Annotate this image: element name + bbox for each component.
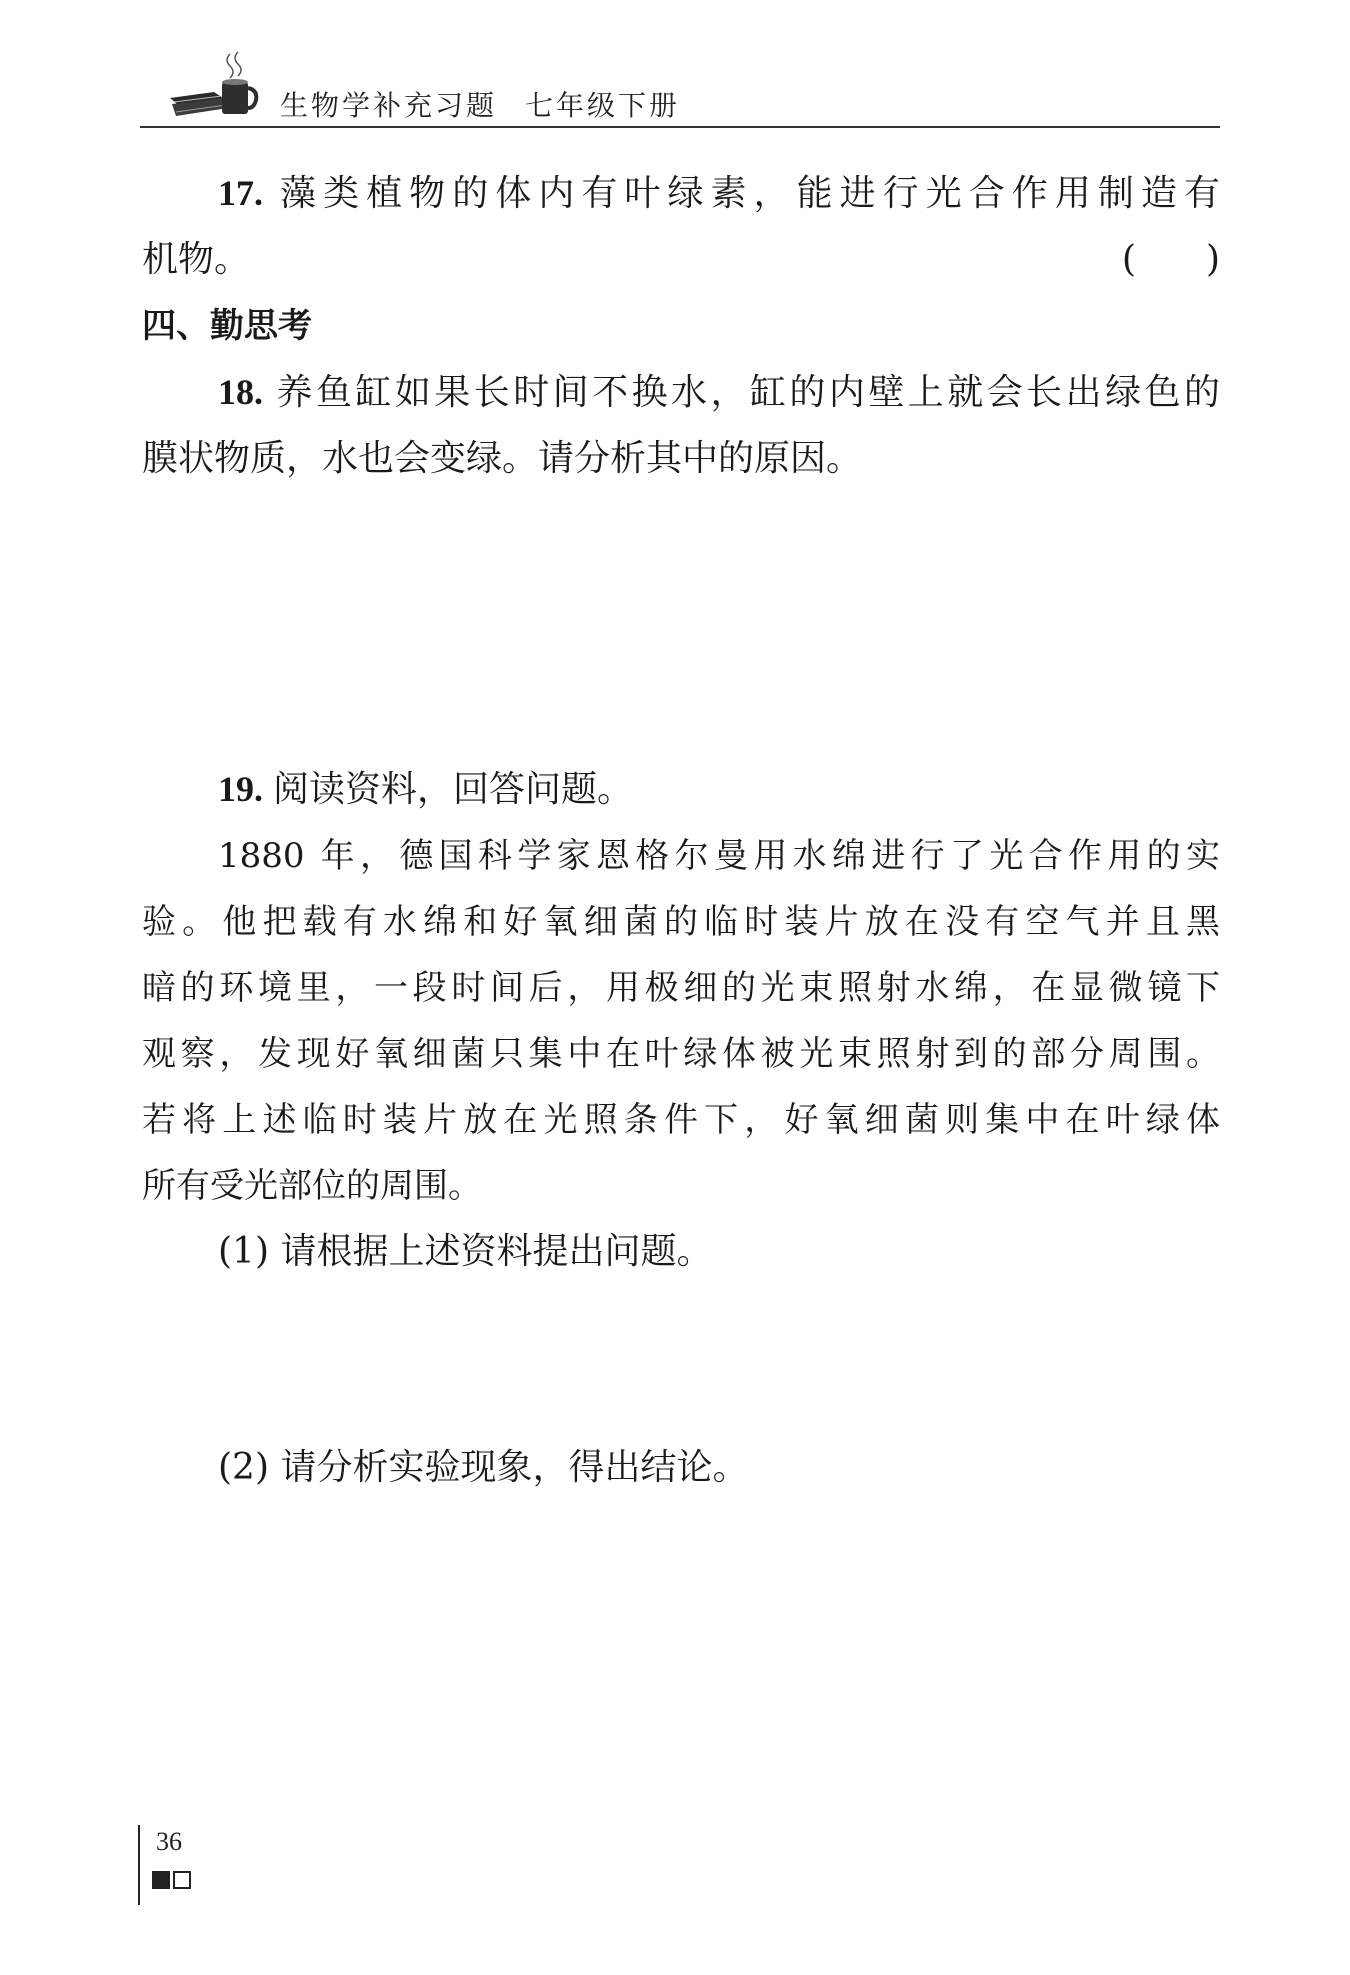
q19-sub1: (1) 请根据上述资料提出问题。 bbox=[218, 1231, 713, 1272]
page-footer bbox=[138, 1825, 258, 1905]
q19-prompt: 阅读资料，回答问题。 bbox=[273, 769, 634, 810]
q19-sub2: (2) 请分析实验现象，得出结论。 bbox=[218, 1447, 749, 1488]
passage-line: 观察，发现好氧细菌只集中在叶绿体被光束照射到的部分周围。 bbox=[142, 1034, 1220, 1074]
q17-text-line2: 机物。 bbox=[142, 239, 251, 280]
q17-line2 bbox=[142, 227, 1220, 293]
q18-text-line1: 养鱼缸如果长时间不换水，缸的内壁上就会长出绿色的 bbox=[273, 372, 1220, 413]
q18-line2: 膜状物质，水也会变绿。请分析其中的原因。 bbox=[142, 438, 863, 479]
q17-line1 bbox=[142, 160, 1220, 227]
page-number: 36 bbox=[156, 1827, 182, 1856]
passage-line: 暗的环境里，一段时间后，用极细的光束照射水绵，在显微镜下 bbox=[142, 968, 1220, 1008]
q17-text-line1: 藻类植物的体内有叶绿素，能进行光合作用制造有 bbox=[273, 173, 1220, 214]
q18-answer-space[interactable] bbox=[142, 492, 1220, 756]
q19-passage bbox=[142, 823, 1220, 1219]
section-heading: 四、勤思考 bbox=[142, 306, 312, 346]
q17-number: 17. bbox=[218, 173, 263, 213]
q19-number: 19. bbox=[218, 769, 263, 809]
footer-bar bbox=[138, 1825, 140, 1905]
passage-line: 若将上述临时装片放在光照条件下，好氧细菌则集中在叶绿体 bbox=[142, 1100, 1220, 1140]
filled-square-icon bbox=[152, 1871, 170, 1889]
empty-square-icon bbox=[173, 1871, 191, 1889]
q19-prompt-line bbox=[142, 756, 1220, 823]
q17-answer-blank[interactable] bbox=[1122, 227, 1220, 293]
header-title bbox=[280, 84, 680, 124]
answer-paren-left: ( bbox=[1121, 239, 1136, 280]
page-content bbox=[142, 160, 1220, 1701]
passage-line: 验。他把载有水绵和好氧细菌的临时装片放在没有空气并且黑 bbox=[142, 902, 1220, 942]
header-rule bbox=[140, 126, 1220, 128]
q18-line1 bbox=[142, 359, 1220, 426]
grade-label: 七年级下册 bbox=[525, 89, 681, 122]
page-header bbox=[140, 48, 1220, 128]
passage-line: 1880 年，德国科学家恩格尔曼用水绵进行了光合作用的实 bbox=[218, 836, 1220, 876]
q19-sub1-answer-space[interactable] bbox=[142, 1285, 1220, 1435]
book-title: 生物学补充习题 bbox=[280, 89, 498, 122]
books-and-mug-icon bbox=[164, 48, 260, 124]
q18-number: 18. bbox=[218, 372, 263, 412]
q19-sub2-answer-space[interactable] bbox=[142, 1501, 1220, 1701]
answer-paren-right: ) bbox=[1205, 239, 1220, 280]
passage-line: 所有受光部位的周围。 bbox=[142, 1166, 482, 1206]
footer-squares bbox=[152, 1871, 191, 1889]
